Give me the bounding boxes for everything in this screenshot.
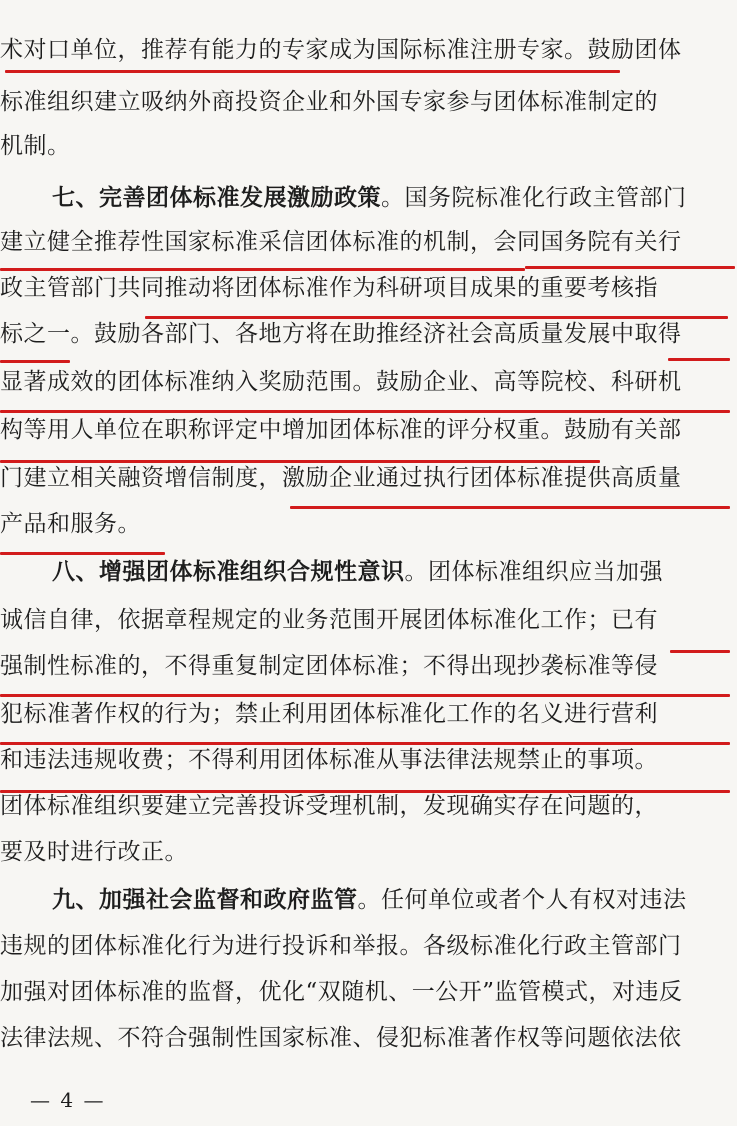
red-underline: [0, 410, 730, 413]
section-text: 。任何单位或者个人有权对违法: [357, 887, 687, 913]
text-line: 建立健全推荐性国家标准采信团体标准的机制，会同国务院有关行: [0, 229, 682, 255]
page-number: — 4 —: [30, 1088, 106, 1112]
red-underline: [0, 460, 600, 463]
red-underline: [670, 650, 730, 653]
text-line: 标准组织建立吸纳外商投资企业和外国专家参与团体标准制定的: [0, 89, 658, 115]
red-underline: [145, 316, 728, 319]
text-line: 违规的团体标准化行为进行投诉和举报。各级标准化行政主管部门: [0, 933, 682, 959]
red-underline: [0, 360, 70, 363]
text-line: 机制。: [0, 133, 71, 159]
section-heading: 九、加强社会监督和政府监管: [52, 886, 358, 913]
red-underline: [0, 268, 525, 271]
red-underline: [668, 358, 730, 361]
red-underline: [525, 266, 735, 269]
text-line: 加强对团体标准的监督，优化“双随机、一公开”监管模式，对违反: [0, 979, 683, 1005]
section-text: 。团体标准组织应当加强: [404, 559, 663, 585]
text-line: 术对口单位，推荐有能力的专家成为国际标准注册专家。鼓励团体: [0, 37, 682, 63]
text-line: 门建立相关融资增信制度，激励企业通过执行团体标准提供高质量: [0, 465, 682, 491]
section-heading: 七、完善团体标准发展激励政策: [52, 184, 381, 211]
red-underline: [290, 506, 730, 509]
red-underline: [0, 552, 165, 555]
text-line: 团体标准组织要建立完善投诉受理机制，发现确实存在问题的，: [0, 793, 658, 819]
red-underline: [0, 790, 730, 793]
red-underline: [5, 70, 620, 73]
text-line: 诚信自律，依据章程规定的业务范围开展团体标准化工作；已有: [0, 607, 658, 633]
red-underline: [0, 742, 730, 745]
text-line: 法律法规、不符合强制性国家标准、侵犯标准著作权等问题依法依: [0, 1025, 682, 1051]
text-line: 产品和服务。: [0, 511, 141, 537]
section-heading: 八、增强团体标准组织合规性意识: [52, 558, 405, 585]
red-underline: [0, 694, 730, 697]
text-line: 和违法违规收费；不得利用团体标准从事法律法规禁止的事项。: [0, 747, 658, 773]
text-line: [0, 552, 737, 592]
text-line: 犯标准著作权的行为；禁止利用团体标准化工作的名义进行营利: [0, 701, 658, 727]
text-line: 构等用人单位在职称评定中增加团体标准的评分权重。鼓励有关部: [0, 417, 682, 443]
text-line: 要及时进行改正。: [0, 839, 188, 865]
text-line: [0, 880, 737, 920]
text-line: 标之一。鼓励各部门、各地方将在助推经济社会高质量发展中取得: [0, 321, 682, 347]
section-text: 。国务院标准化行政主管部门: [381, 185, 687, 211]
text-line: 显著成效的团体标准纳入奖励范围。鼓励企业、高等院校、科研机: [0, 369, 682, 395]
text-line: [0, 178, 737, 218]
text-line: 政主管部门共同推动将团体标准作为科研项目成果的重要考核指: [0, 275, 658, 301]
text-line: 强制性标准的，不得重复制定团体标准；不得出现抄袭标准等侵: [0, 653, 658, 679]
